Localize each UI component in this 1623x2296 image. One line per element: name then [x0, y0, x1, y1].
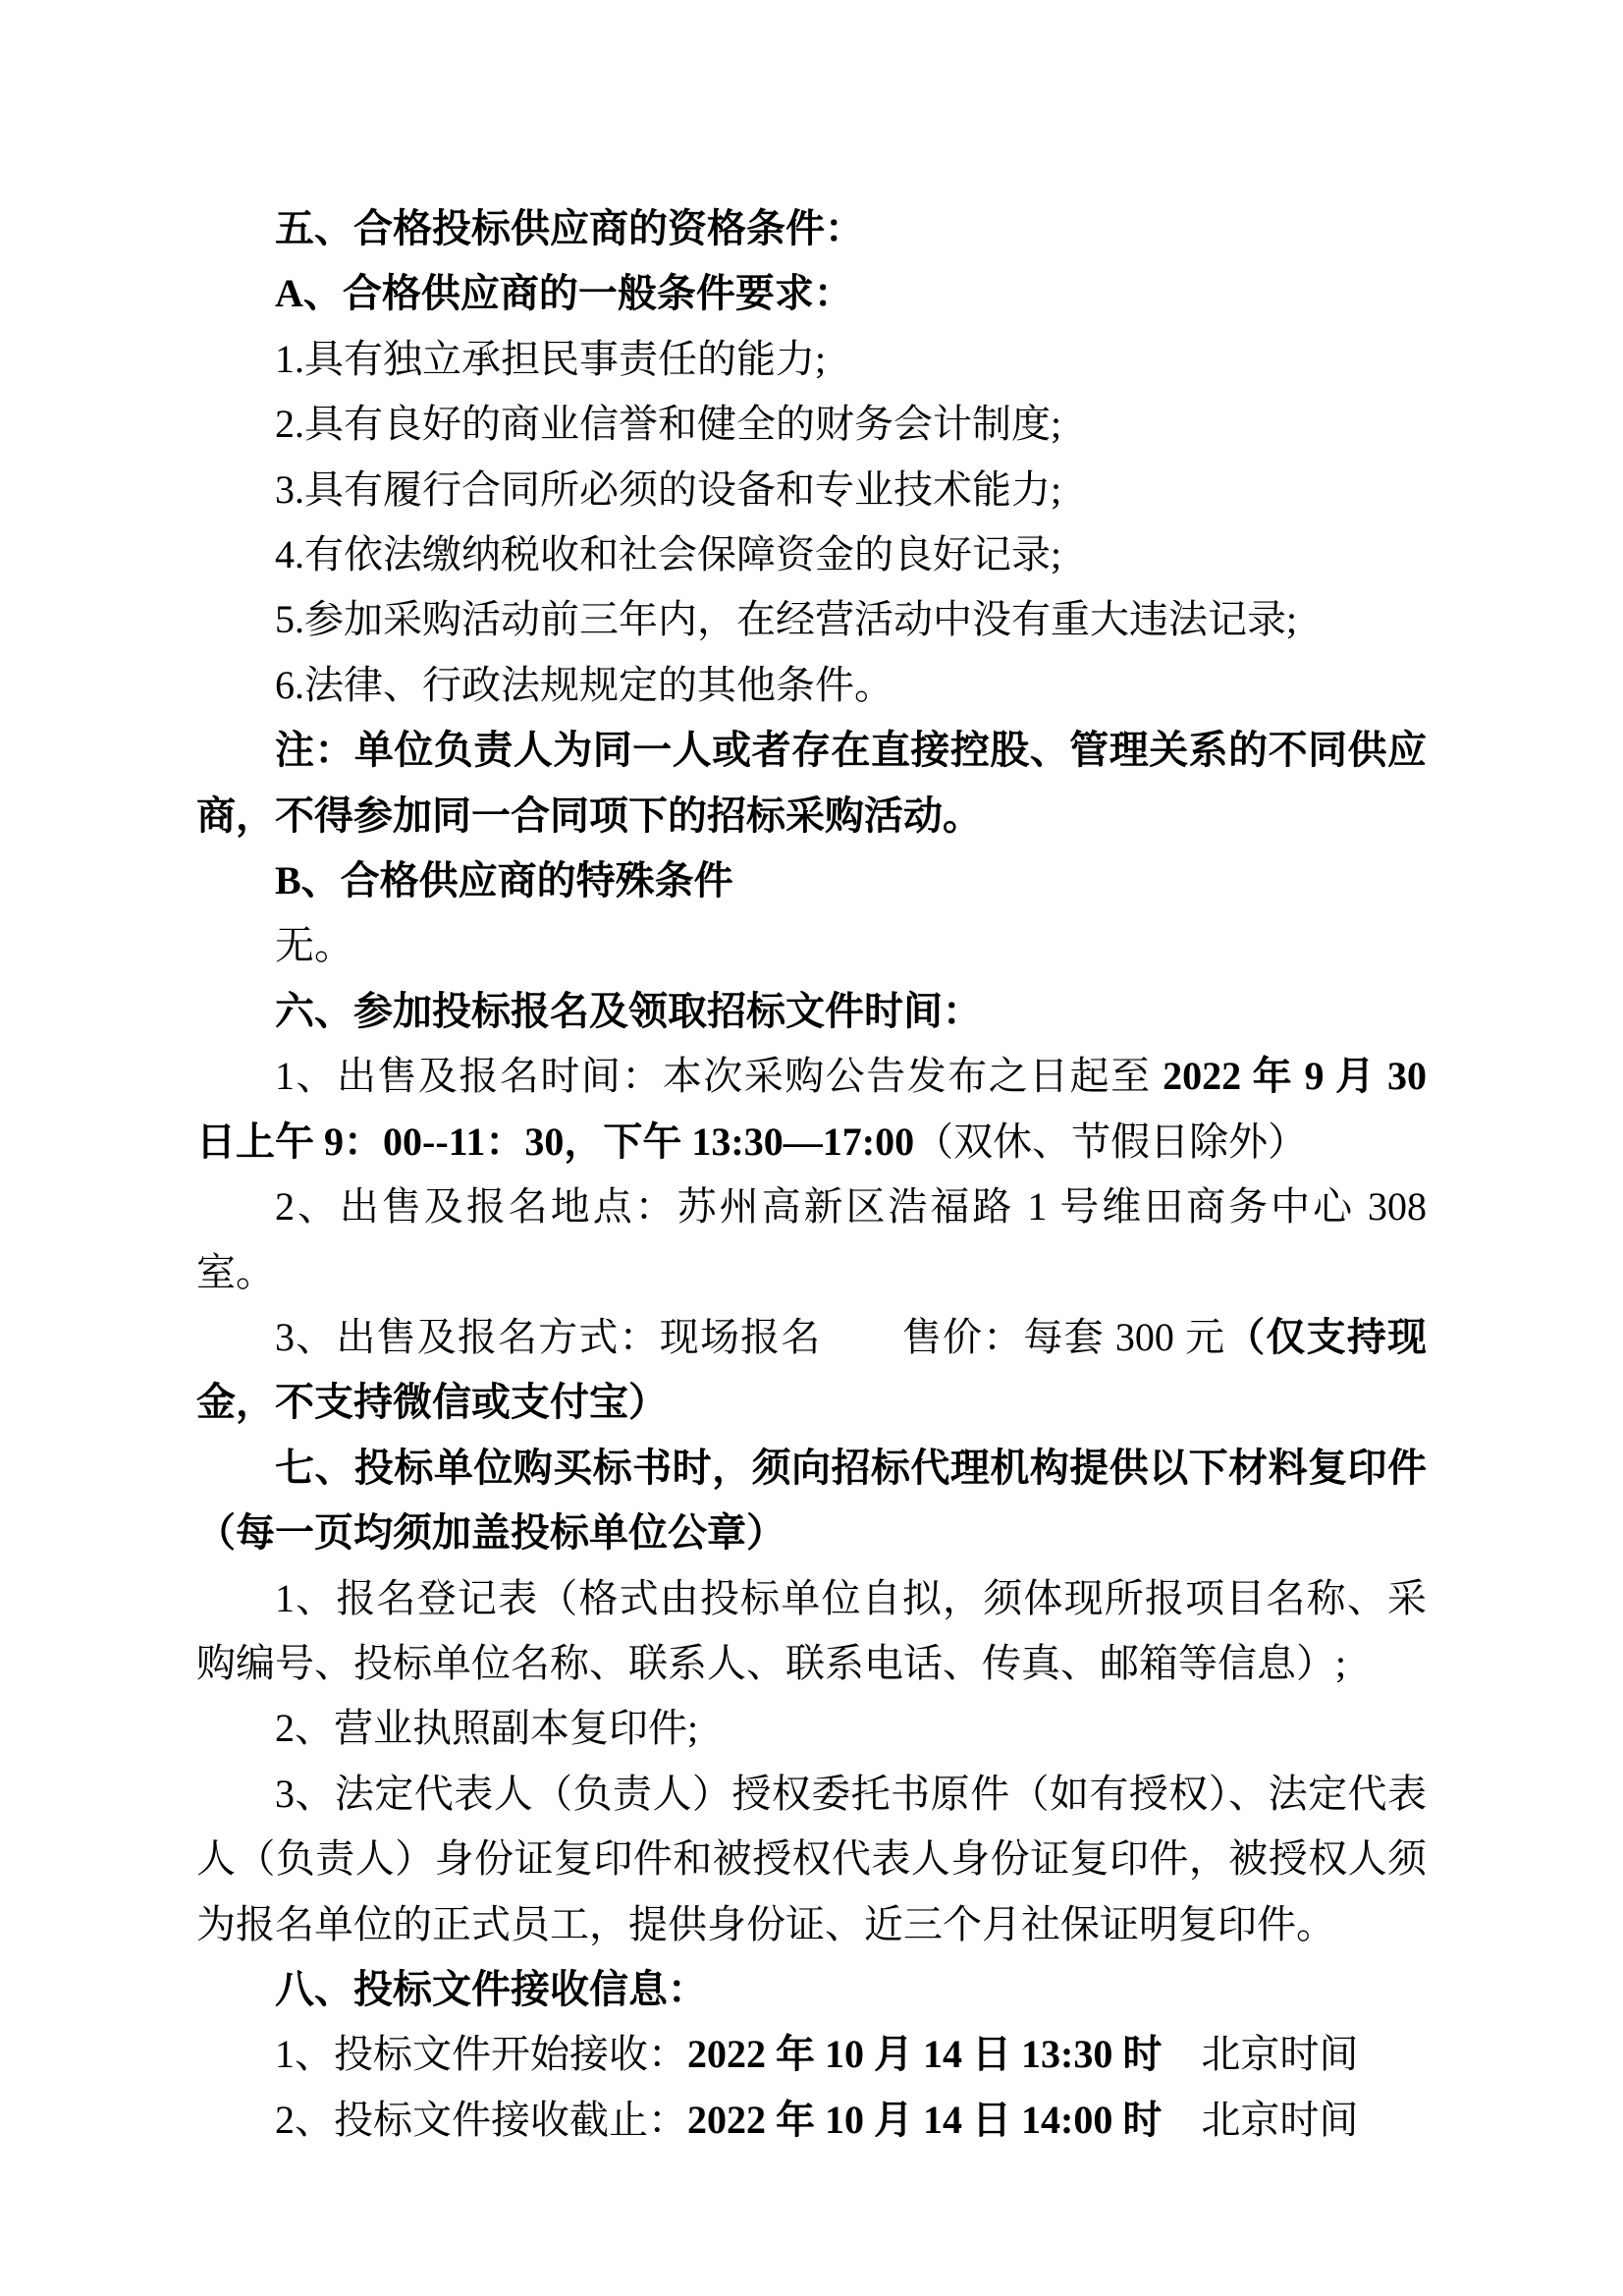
section-5b-heading: [196, 848, 1427, 913]
text-segment: 2、出售及报名地点：苏州高新区浩福路 1 号维田商务中心 308 室。: [196, 1184, 1427, 1294]
text-segment: 1、出售及报名时间：本次采购公告发布之日起至: [275, 1054, 1163, 1099]
text-segment: 七、投标单位购买标书时，须向招标代理机构提供以下材料复印件（每一页均须加盖投标单位公章）: [196, 1445, 1427, 1556]
text-segment: 1、报名登记表（格式由投标单位自拟，须体现所报项目名称、采购编号、投标单位名称、联系人、联系电话、传真、邮箱等信息）;: [196, 1575, 1427, 1685]
bid-receive-deadline: [196, 2088, 1427, 2153]
section-8-heading: [196, 1957, 1427, 2022]
text-segment: 3.具有履行合同所必须的设备和专业技术能力;: [275, 466, 1062, 512]
text-segment: （仅支持现金，不支持微信或支付宝）: [196, 1314, 1428, 1425]
text-segment: 北京时间: [1162, 2097, 1359, 2142]
text-segment: 六、参加投标报名及领取招标文件时间：: [275, 988, 982, 1033]
material-2: [196, 1696, 1427, 1761]
text-segment: 3、法定代表人（负责人）授权委托书原件（如有授权）、法定代表人（负责人）身份证复印件和被授权代表人身份证复印件，被授权人须为报名单位的正式员工，提供身份证、近三个月社保证明复印件。: [196, 1771, 1427, 1946]
text-segment: 4.有依法缴纳税收和社会保障资金的良好记录;: [275, 532, 1062, 577]
text-segment: 5.参加采购活动前三年内，在经营活动中没有重大违法记录;: [275, 597, 1298, 642]
text-segment: 2022 年 9 月 30 日上午 9：00--11：30，下午 13:30—17:00: [196, 1054, 1428, 1164]
general-condition-6: [196, 653, 1427, 718]
text-segment: 北京时间: [1162, 2032, 1359, 2077]
material-1: [196, 1566, 1427, 1697]
section-5a-heading: [196, 261, 1427, 326]
general-condition-1: [196, 327, 1427, 392]
general-condition-5: [196, 587, 1427, 652]
text-segment: 2、营业执照副本复印件;: [275, 1706, 699, 1751]
text-segment: 2.具有良好的商业信誉和健全的财务会计制度;: [275, 402, 1062, 447]
text-segment: 1、投标文件开始接收：: [275, 2032, 687, 2077]
text-segment: 2022 年 10 月 14 日 13:30 时: [687, 2032, 1163, 2077]
text-segment: A、合格供应商的一般条件要求：: [275, 271, 853, 316]
sale-registration-method: [196, 1305, 1427, 1436]
text-segment: B、合格供应商的特殊条件: [275, 858, 733, 903]
text-segment: 注：单位负责人为同一人或者存在直接控股、管理关系的不同供应商，不得参加同一合同项下的招标采购活动。: [196, 728, 1427, 838]
general-condition-4: [196, 522, 1427, 587]
text-segment: 无。: [275, 923, 353, 968]
section-5-heading: [196, 196, 1427, 261]
text-segment: 1.具有独立承担民事责任的能力;: [275, 336, 827, 381]
sale-registration-place: [196, 1175, 1427, 1305]
special-condition-none: [196, 913, 1427, 978]
text-segment: 3、出售及报名方式：现场报名 售价：每套 300 元: [275, 1314, 1226, 1359]
section-6-heading: [196, 979, 1427, 1044]
text-segment: 八、投标文件接收信息：: [275, 1966, 707, 2011]
note-paragraph: [196, 718, 1427, 848]
general-condition-3: [196, 458, 1427, 522]
text-segment: 五、合格投标供应商的资格条件：: [275, 206, 864, 250]
material-3: [196, 1762, 1427, 1957]
sale-registration-time: [196, 1044, 1427, 1175]
document-content: [196, 196, 1427, 2153]
text-segment: 2022 年 10 月 14 日 14:00 时: [687, 2097, 1163, 2142]
text-segment: （双休、节假日除外）: [914, 1119, 1308, 1164]
text-segment: 6.法律、行政法规规定的其他条件。: [275, 662, 893, 707]
general-condition-2: [196, 392, 1427, 457]
section-7-heading: [196, 1436, 1427, 1566]
text-segment: 2、投标文件接收截止：: [275, 2097, 687, 2142]
bid-receive-start: [196, 2022, 1427, 2087]
